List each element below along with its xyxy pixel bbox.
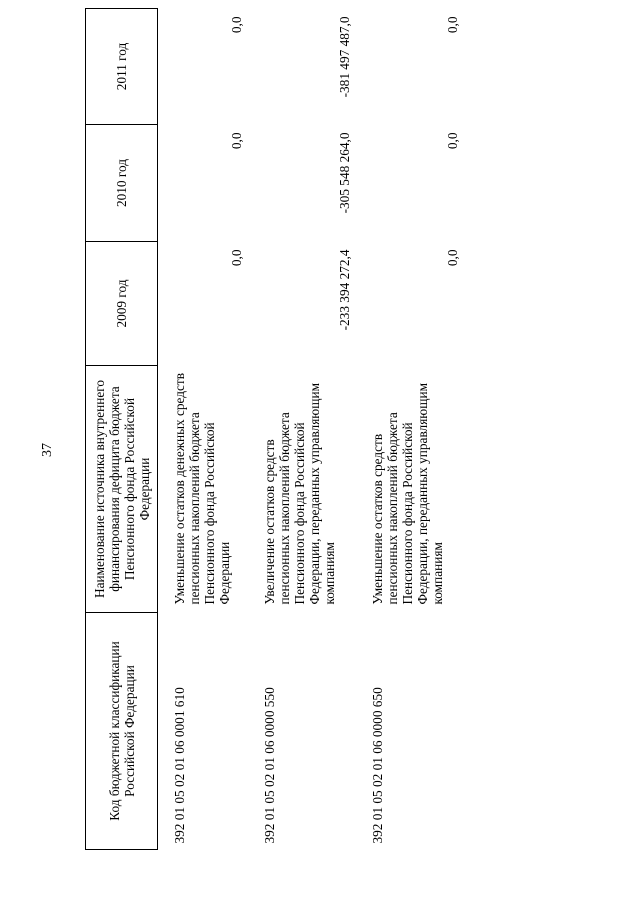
table-row xyxy=(248,9,356,850)
row-value-2009: 0,0 xyxy=(444,249,460,267)
header-2009: 2009 год xyxy=(86,242,158,366)
row-value-2009: -233 394 272,4 xyxy=(336,249,352,331)
row-name: Уменьшение остатков денежных средств пенсионных накоплений бюджета Пенсионного фонда Российской Федерации xyxy=(172,372,232,605)
header-name: Наименование источника внутреннего финансирования дефицита бюджета Пенсионного фонда Российской Федерации xyxy=(86,366,158,613)
row-value-2010: -305 548 264,0 xyxy=(336,132,352,214)
row-value-2011: 0,0 xyxy=(444,16,460,34)
table-header xyxy=(86,9,158,850)
financing-sources-table xyxy=(85,8,464,850)
row-value-2011: -381 497 487,0 xyxy=(336,16,352,98)
header-row xyxy=(86,9,158,850)
row-name: Увеличение остатков средств пенсионных накоплений бюджета Пенсионного фонда Российской Федерации, переданных управляющим компаниям xyxy=(261,382,337,605)
page-number: 37 xyxy=(40,443,55,457)
row-name: Уменьшение остатков средств пенсионных накоплений бюджета Пенсионного фонда Российской Федерации, переданных управляющим компаниям xyxy=(369,382,445,605)
header-2010: 2010 год xyxy=(86,125,158,242)
row-code: 392 01 05 02 01 06 0000 550 xyxy=(261,687,277,844)
row-value-2011: 0,0 xyxy=(228,16,244,34)
header-code: Код бюджетной классификации Российской Федерации xyxy=(86,613,158,850)
table-body xyxy=(158,9,464,850)
row-value-2009: 0,0 xyxy=(228,249,244,267)
row-code: 392 01 05 02 01 06 0000 650 xyxy=(369,687,385,844)
row-value-2010: 0,0 xyxy=(444,132,460,150)
header-2011: 2011 год xyxy=(86,9,158,125)
row-code: 392 01 05 02 01 06 0001 610 xyxy=(172,687,187,844)
row-value-2010: 0,0 xyxy=(228,132,244,150)
table-row xyxy=(356,9,464,850)
table-row xyxy=(158,9,248,850)
